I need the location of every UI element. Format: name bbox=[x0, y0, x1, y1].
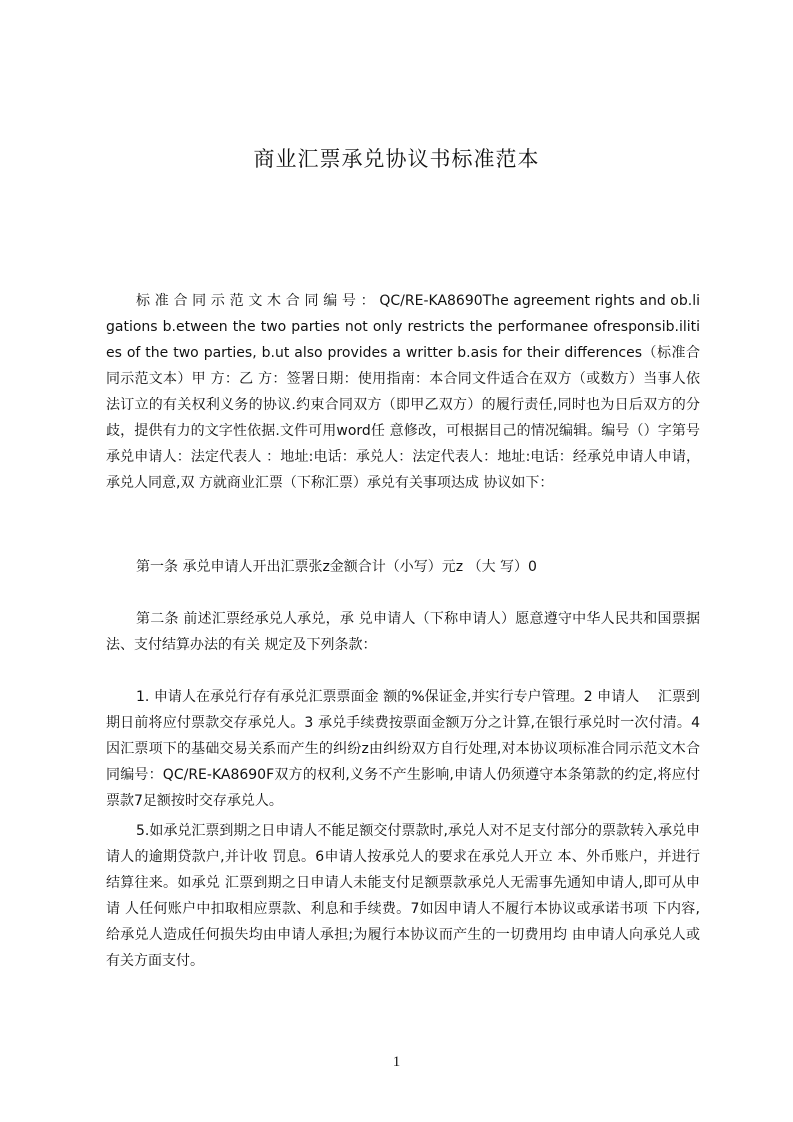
paragraph-clauses-1-4: 1. 申请人在承兑行存有承兑汇票票面金 额的%保证金,并实行专户管理。2 申请人 汇票到期日前将应付票款交存承兑人。3 承兑手续费按票面金额万分之计算,在银行承兑时一次付清。4 因汇票项下的基础交易关系而产生的纠纷z由纠纷双方自行处理,对本协议项标准合同示范文木合同编号：QC/RE-KA8690F双方的权利,义务不产生影响,申请人仍须遵守本条第款的约定,将应付票款7足额按时交存承兑人。 bbox=[106, 689, 700, 809]
paragraph-preamble: 标 准 合 同 示 范 文 木 合 同 编 号 ： QC/RE-KA8690The agreement rights and ob.ligations b.etween the two parties not only restricts the performanee ofresponsib.ilities of the two parties, b.ut also provides a writter b.asis for their differences（标准合同示范文本）甲 方：乙 方：签署日期：使用指南：本合同文件适合在双方（或数方）当事人依法订立的有关权利义务的协议.约束合同双方（即甲乙双方）的履行责任,同时也为日后双方的分歧，提供有力的文字性依据.文件可用word任 意修改，可根据目己的情况编辑。编号（）字第号承兑申请人：法定代表人 ：地址:电话：承兑人：法定代表人：地址:电话：经承兑申请人申请，承兑人同意,双 方就商业汇票（下称汇票）承兑有关事项达成 协议如下： bbox=[106, 293, 700, 491]
page-number: 1 bbox=[392, 1054, 401, 1070]
paragraph-article-2: 第二条 前述汇票经承兑人承兑，承 兑申请人（下称申请人）愿意遵守中华人民共和国票据法、支付结算办法的有关 规定及下列条款： bbox=[106, 611, 700, 653]
paragraph-article-1: 第一条 承兑申请人开出汇票张z金额合计（小写）元z （大 写）0 bbox=[136, 559, 537, 575]
paragraph-clauses-5-7: 5.如承兑汇票到期之日申请人不能足额交付票款时,承兑人对不足支付部分的票款转入承兑申请人的逾期贷款户,并计收 罚息。6申请人按承兑人的要求在承兑人开立 本、外币账户，并进行结算往来。如承兑 汇票到期之日申请人未能支付足额票款承兑人无需事先通知申请人,即可从申请 人任何账户中扣取相应票款、利息和手续费。7如因申请人不履行本协议或承诺书项 下内容,给承兑人造成任何损失均由申请人承担;为履行本协议而产生的一切费用均 由申请人向承兑人或有关方面支付。 bbox=[106, 823, 700, 969]
document-title: 商业汇票承兑协议书标准范本 bbox=[253, 147, 540, 171]
